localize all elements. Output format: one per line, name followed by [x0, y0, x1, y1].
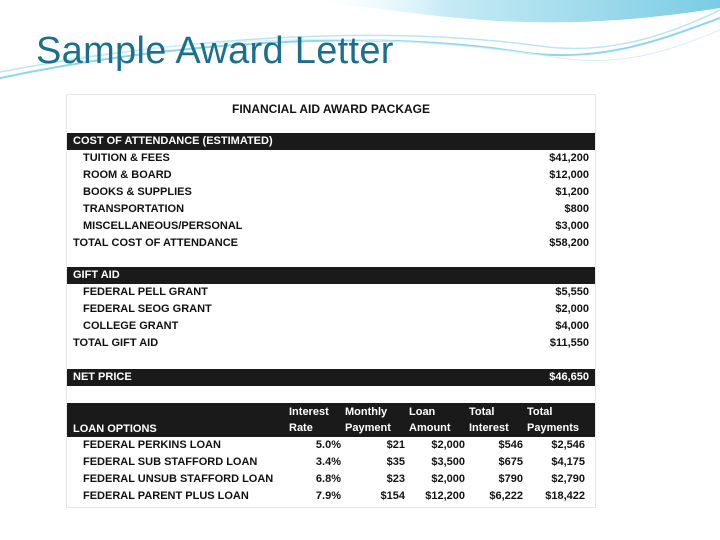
loan-monthly: $23: [386, 473, 405, 485]
coa-row: [67, 184, 595, 201]
loan-row: [67, 488, 595, 505]
cost-of-attendance-section: [67, 133, 595, 252]
gift-item-label: FEDERAL SEOG GRANT: [83, 303, 212, 315]
gift-total-row: [67, 335, 595, 352]
gift-aid-section: [67, 267, 595, 352]
slide-title: Sample Award Letter: [36, 30, 394, 72]
coa-total-row: [67, 235, 595, 252]
net-price-amount: $46,650: [549, 371, 589, 383]
loan-monthly: $154: [380, 490, 405, 502]
gift-item-amount: $2,000: [555, 303, 589, 315]
loan-rate: 3.4%: [315, 456, 341, 468]
coa-row: [67, 201, 595, 218]
coa-item-amount: $800: [564, 203, 589, 215]
loan-interest: $6,222: [489, 490, 523, 502]
coa-item-amount: $3,000: [555, 220, 589, 232]
loan-name: FEDERAL PERKINS LOAN: [83, 439, 221, 451]
loan-column-header: Monthly Payment: [345, 406, 391, 434]
loan-column-header: Loan Amount: [409, 406, 451, 434]
gift-header-band: [67, 267, 595, 284]
coa-row: [67, 150, 595, 167]
coa-row: [67, 218, 595, 235]
coa-item-label: BOOKS & SUPPLIES: [83, 186, 192, 198]
loan-interest: $546: [498, 439, 523, 451]
loan-name: FEDERAL SUB STAFFORD LOAN: [83, 456, 258, 468]
coa-row: [67, 167, 595, 184]
coa-total-amount: $58,200: [549, 237, 589, 249]
coa-item-label: ROOM & BOARD: [83, 169, 172, 181]
coa-item-label: TUITION & FEES: [83, 152, 170, 164]
loan-row: [67, 471, 595, 488]
loan-name: FEDERAL UNSUB STAFFORD LOAN: [83, 473, 274, 485]
net-price-band: [67, 369, 595, 386]
gift-row: [67, 301, 595, 318]
coa-header: COST OF ATTENDANCE (ESTIMATED): [73, 135, 273, 147]
loan-payments: $18,422: [545, 490, 585, 502]
loan-row: [67, 454, 595, 471]
loan-amount: $2,000: [431, 439, 465, 451]
coa-item-amount: $41,200: [549, 152, 589, 164]
coa-item-amount: $1,200: [555, 186, 589, 198]
coa-header-band: [67, 133, 595, 150]
loan-rate: 5.0%: [315, 439, 341, 451]
loan-monthly: $21: [386, 439, 405, 451]
net-price-section: [67, 369, 595, 386]
loan-row: [67, 437, 595, 454]
loan-amount: $2,000: [431, 473, 465, 485]
gift-item-label: COLLEGE GRANT: [83, 320, 179, 332]
loan-payments: $4,175: [551, 456, 585, 468]
gift-row: [67, 318, 595, 335]
loan-amount: $3,500: [431, 456, 465, 468]
loan-options-section: [67, 403, 595, 505]
gift-total-label: TOTAL GIFT AID: [73, 337, 159, 349]
award-letter-document: [66, 94, 596, 508]
coa-total-label: TOTAL COST OF ATTENDANCE: [73, 237, 238, 249]
gift-item-label: FEDERAL PELL GRANT: [83, 286, 208, 298]
loan-payments: $2,546: [551, 439, 585, 451]
package-title: FINANCIAL AID AWARD PACKAGE: [232, 102, 430, 116]
loan-payments: $2,790: [551, 473, 585, 485]
loan-rate: 7.9%: [315, 490, 341, 502]
loan-interest: $675: [498, 456, 523, 468]
gift-total-amount: $11,550: [549, 337, 589, 349]
loan-name: FEDERAL PARENT PLUS LOAN: [83, 490, 249, 502]
loan-column-header: Total Payments: [527, 406, 579, 434]
loan-monthly: $35: [386, 456, 405, 468]
gift-header: GIFT AID: [73, 269, 120, 281]
loan-options-header: LOAN OPTIONS: [73, 423, 157, 435]
loan-column-header: Total Interest: [469, 406, 509, 434]
coa-item-label: MISCELLANEOUS/PERSONAL: [83, 220, 243, 232]
net-price-label: NET PRICE: [73, 371, 132, 383]
gift-row: [67, 284, 595, 301]
loan-column-header: Interest Rate: [289, 406, 329, 434]
loan-interest: $790: [498, 473, 523, 485]
coa-item-label: TRANSPORTATION: [83, 203, 185, 215]
coa-item-amount: $12,000: [549, 169, 589, 181]
loan-amount: $12,200: [425, 490, 465, 502]
loan-header-band: [67, 403, 595, 437]
gift-item-amount: $5,550: [555, 286, 589, 298]
gift-item-amount: $4,000: [555, 320, 589, 332]
loan-rate: 6.8%: [315, 473, 341, 485]
